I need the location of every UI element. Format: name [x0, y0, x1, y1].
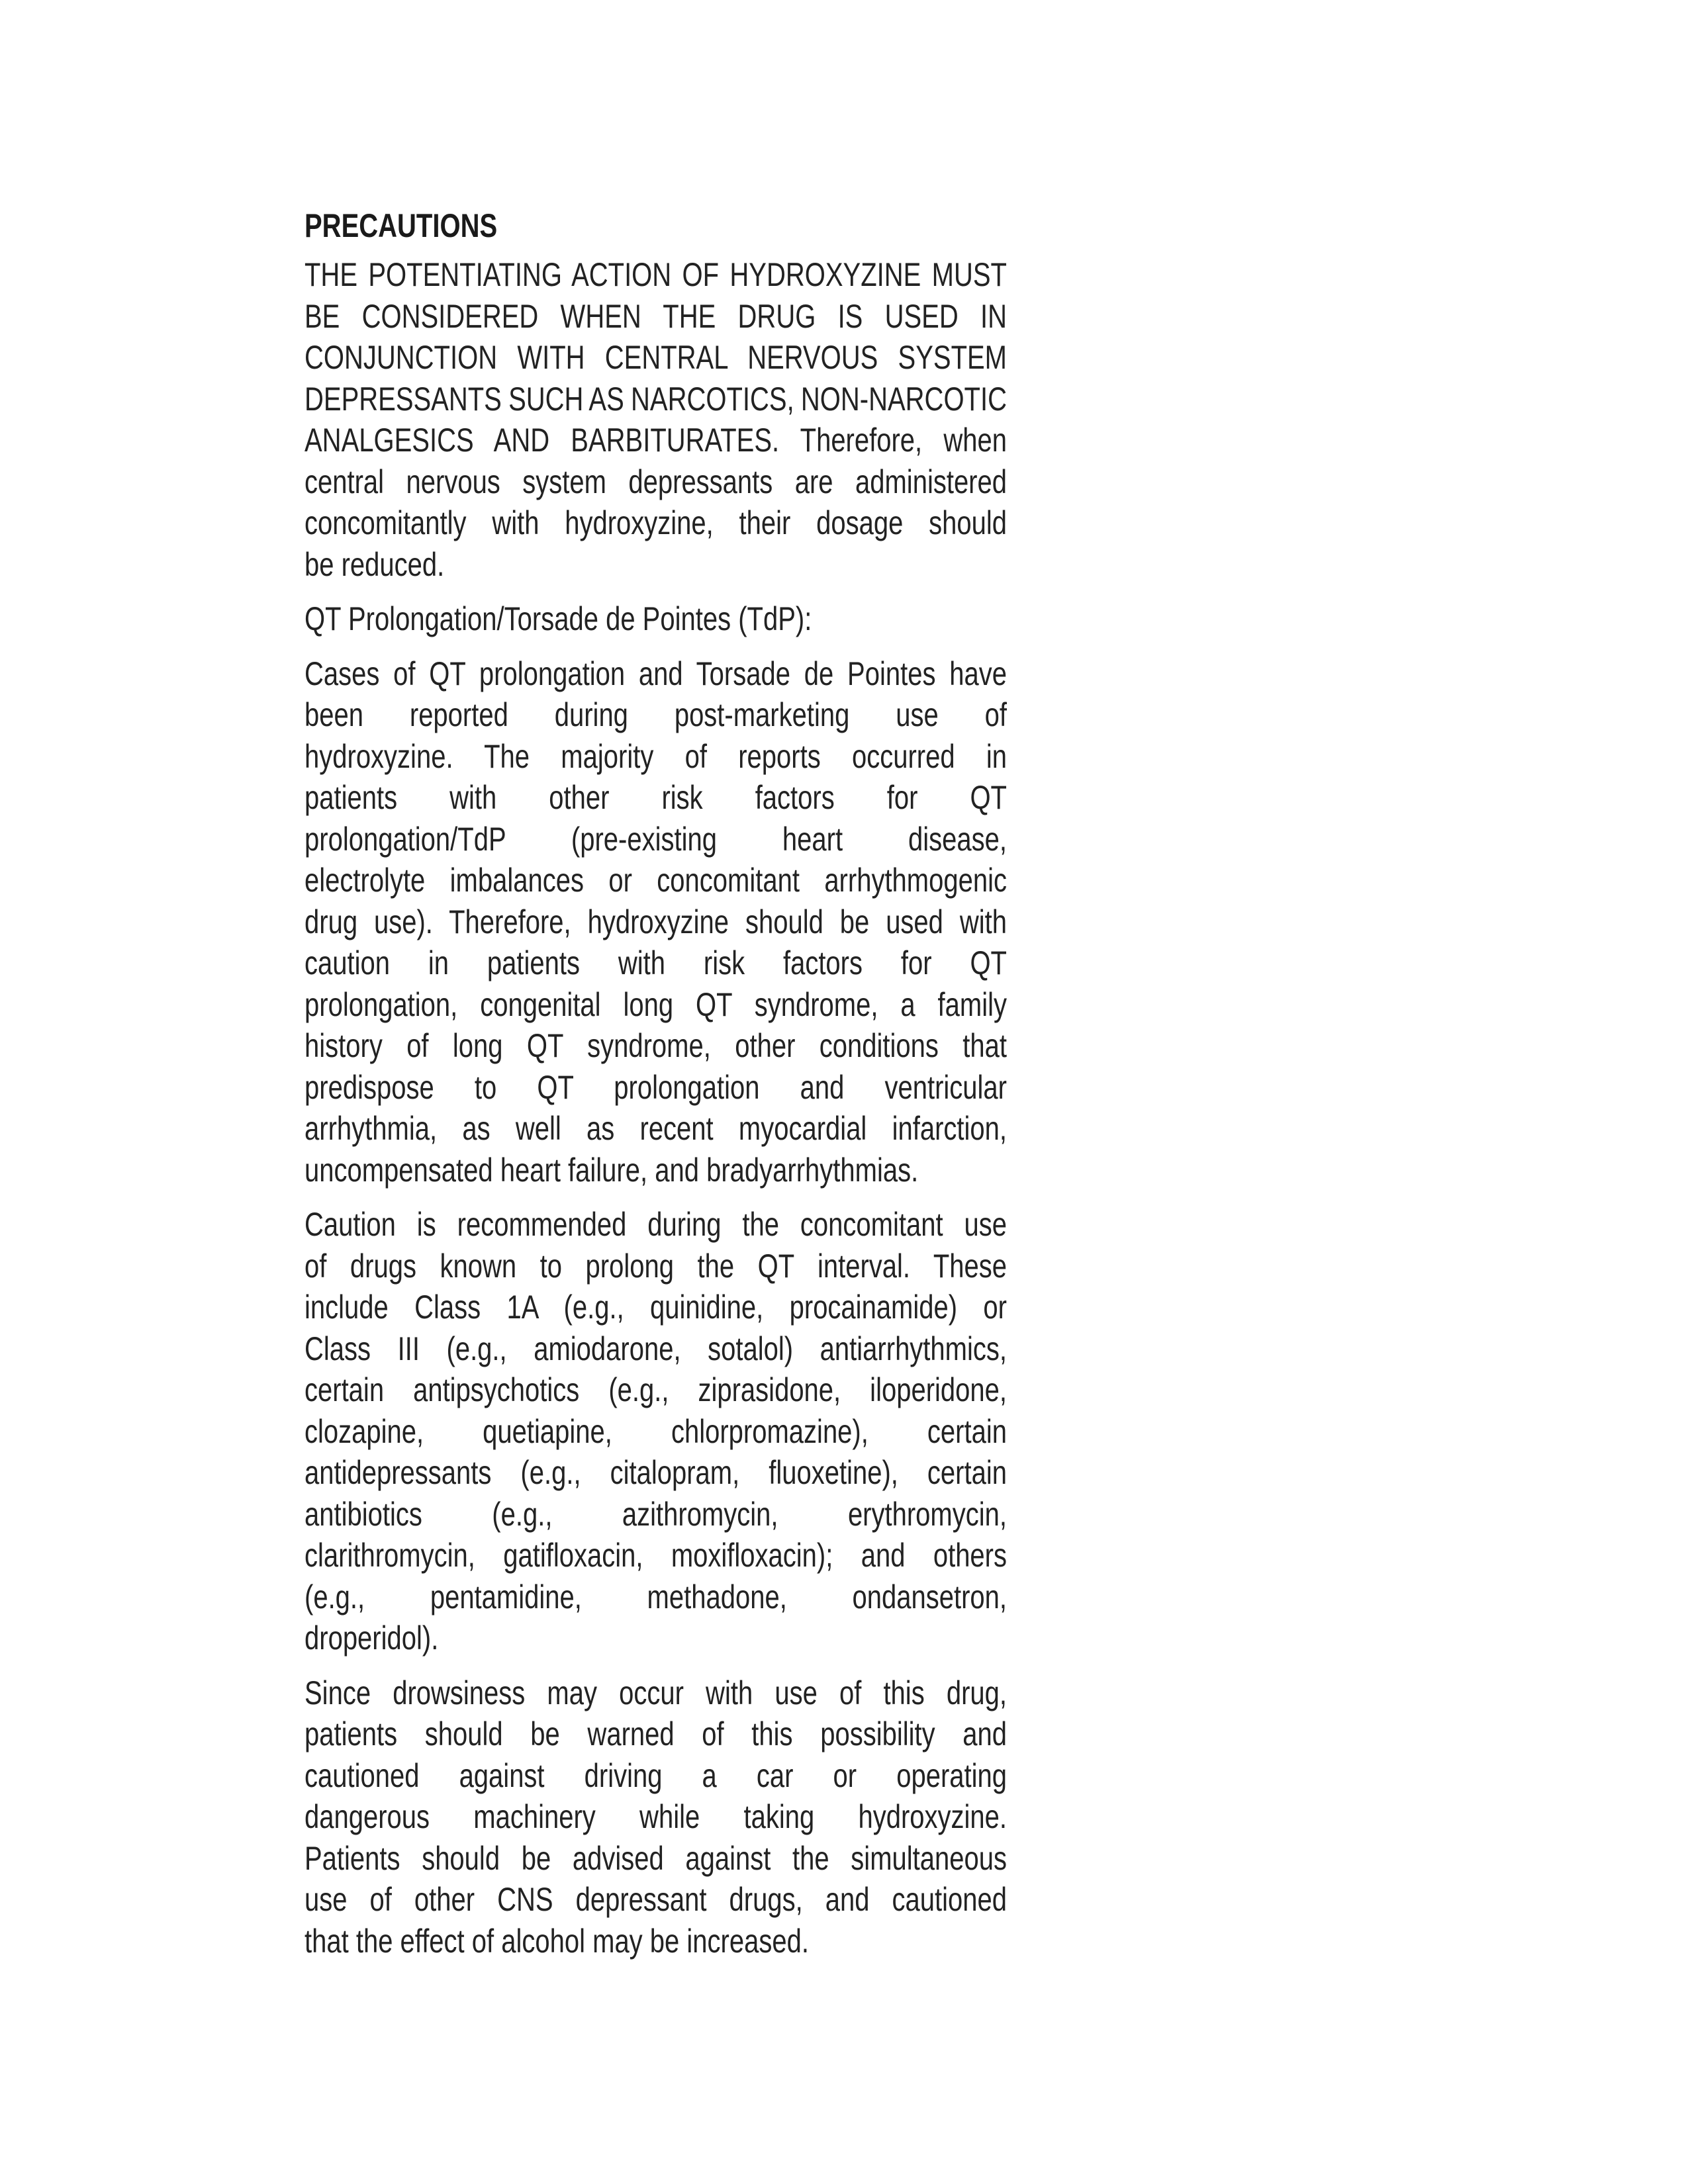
text-line-content: ANALGESICS AND BARBITURATES. Therefore, when [305, 422, 1007, 459]
text-line-content: (e.g., pentamidine, methadone, ondansetron, [305, 1578, 1007, 1615]
text-line [305, 1411, 1008, 1452]
text-line [305, 598, 1008, 639]
text-line-content: antidepressants (e.g., citalopram, fluoxetine), certain [305, 1454, 1007, 1491]
text-line [305, 420, 1008, 461]
text-line-content: clozapine, quetiapine, chlorpromazine), certain [305, 1412, 1007, 1450]
text-line-content: clarithromycin, gatifloxacin, moxifloxacin); and others [305, 1537, 1007, 1574]
text-line [305, 1755, 1008, 1796]
text-line [305, 653, 1008, 694]
text-line [305, 1452, 1008, 1493]
text-line-content: Cases of QT prolongation and Torsade de Pointes have [305, 655, 1007, 692]
section-heading [305, 205, 1008, 246]
text-line [305, 901, 1008, 942]
text-line [305, 736, 1008, 777]
text-line-content: cautioned against driving a car or operating [305, 1756, 1007, 1794]
text-line [305, 1494, 1008, 1535]
text-line [305, 1576, 1008, 1617]
text-line-content: QT Prolongation/Torsade de Pointes (TdP): [305, 600, 812, 637]
text-line-content: that the effect of alcohol may be increased. [305, 1922, 809, 1960]
text-line [305, 1617, 1008, 1659]
text-line [305, 1535, 1008, 1576]
text-line [305, 1204, 1008, 1245]
text-line [305, 1067, 1008, 1108]
text-line [305, 1672, 1008, 1713]
text-line-content: central nervous system depressants are administered [305, 463, 1007, 500]
text-line-content: CONJUNCTION WITH CENTRAL NERVOUS SYSTEM [305, 339, 1007, 376]
text-line [305, 1246, 1008, 1287]
text-line-content: include Class 1A (e.g., quinidine, procainamide) or [305, 1289, 1007, 1326]
text-line [305, 1025, 1008, 1066]
text-line [305, 1796, 1008, 1837]
text-line [305, 461, 1008, 502]
text-line-content: droperidol). [305, 1619, 439, 1657]
text-line-content: BE CONSIDERED WHEN THE DRUG IS USED IN [305, 297, 1007, 335]
text-line-content: prolongation, congenital long QT syndrome, a family [305, 985, 1007, 1023]
text-line [305, 819, 1008, 860]
text-line-content: Patients should be advised against the simultaneous [305, 1839, 1007, 1877]
text-line [305, 337, 1008, 378]
text-line-content: history of long QT syndrome, other conditions that [305, 1027, 1007, 1064]
text-line [305, 1838, 1008, 1879]
text-line [305, 254, 1008, 295]
text-line [305, 502, 1008, 543]
text-line-content: of drugs known to prolong the QT interval. These [305, 1247, 1007, 1285]
text-line [305, 1287, 1008, 1328]
text-line-content: be reduced. [305, 545, 445, 583]
text-line [305, 777, 1008, 818]
text-line [305, 1369, 1008, 1410]
text-line [305, 860, 1008, 901]
text-line [305, 1879, 1008, 1920]
text-line-content: prolongation/TdP (pre-existing heart disease, [305, 820, 1007, 858]
text-line [305, 296, 1008, 337]
text-line [305, 1150, 1008, 1191]
text-line-content: arrhythmia, as well as recent myocardial infarction, [305, 1110, 1007, 1147]
text-line-content: DEPRESSANTS SUCH AS NARCOTICS, NON-NARCOTIC [305, 380, 1007, 418]
text-line [305, 379, 1008, 420]
text-line-content: been reported during post-marketing use of [305, 696, 1007, 733]
text-line-content: predispose to QT prolongation and ventricular [305, 1068, 1007, 1106]
text-line-content: dangerous machinery while taking hydroxyzine. [305, 1798, 1007, 1835]
text-line-content: concomitantly with hydroxyzine, their dosage should [305, 504, 1007, 541]
text-line-content: Class III (e.g., amiodarone, sotalol) antiarrhythmics, [305, 1330, 1007, 1367]
text-line-content: uncompensated heart failure, and bradyarrhythmias. [305, 1151, 919, 1189]
text-line [305, 1108, 1008, 1149]
section-heading-text: PRECAUTIONS [305, 207, 498, 244]
text-line [305, 1328, 1008, 1369]
text-line-content: certain antipsychotics (e.g., ziprasidone, iloperidone, [305, 1371, 1007, 1408]
text-line-content: drug use). Therefore, hydroxyzine should be used with [305, 903, 1007, 940]
text-line-content: THE POTENTIATING ACTION OF HYDROXYZINE MUST [305, 256, 1007, 293]
text-line [305, 1713, 1008, 1754]
text-line-content: antibiotics (e.g., azithromycin, erythromycin, [305, 1495, 1007, 1533]
text-line [305, 984, 1008, 1025]
text-line-content: Caution is recommended during the concomitant use [305, 1206, 1007, 1243]
text-line-content: caution in patients with risk factors for QT [305, 944, 1007, 981]
text-line-content: electrolyte imbalances or concomitant arrhythmogenic [305, 862, 1007, 899]
text-line-content: use of other CNS depressant drugs, and cautioned [305, 1881, 1007, 1918]
text-line [305, 1921, 1008, 1962]
text-line [305, 544, 1008, 585]
text-line-content: Since drowsiness may occur with use of this drug, [305, 1674, 1007, 1711]
text-line [305, 942, 1008, 983]
text-line-content: patients should be warned of this possibility and [305, 1715, 1007, 1752]
text-line [305, 694, 1008, 735]
text-line-content: patients with other risk factors for QT [305, 779, 1007, 816]
text-line-content: hydroxyzine. The majority of reports occurred in [305, 737, 1007, 775]
